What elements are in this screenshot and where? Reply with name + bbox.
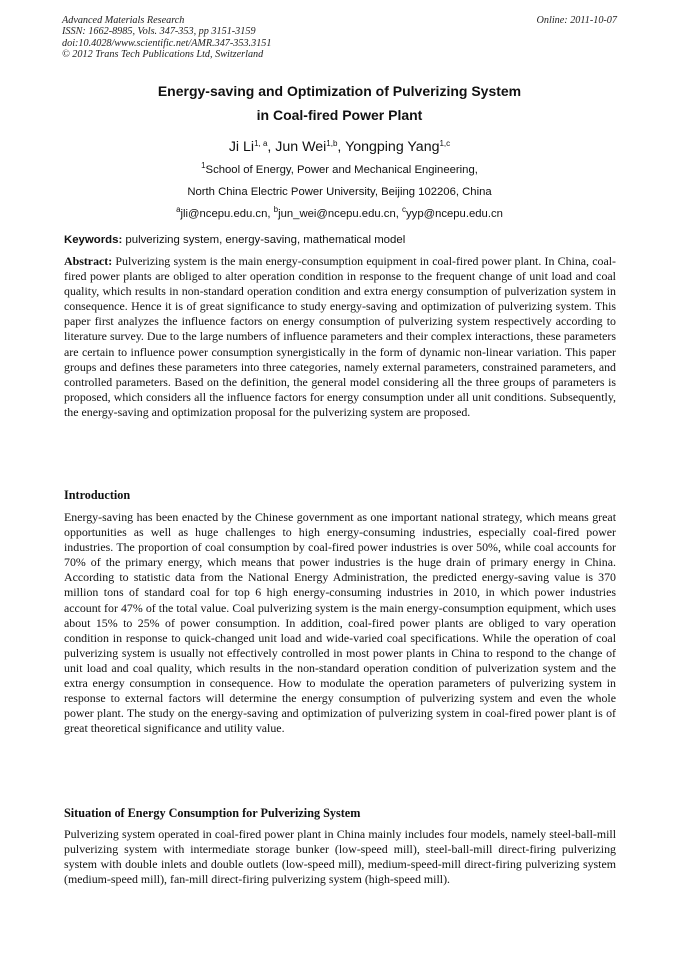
author-sup: 1, a	[254, 139, 268, 148]
abstract-text: Pulverizing system is the main energy-consumption equipment in coal-fired power plant. In China, coal-fired power plants are obliged to alter operation condition in response to the frequent change of unit load and coal quality, which results in non-standard operation condition and extra energy consumption of pulverization system in consequence. Hence it is of great significance to study energy-saving and optimization of pulverizing system. This paper first analyzes the influence factors on energy consumption of pulverizing system respectively according to literature survey. Due to the large numbers of influence parameters and their complex interactions, these parameters are certain to influence power consumption synergistically in the form of dynamic non-linear variation. This paper groups and defines these parameters into three categories, namely external parameters, constrained parameters, and controlled parameters. Based on the definition, the general model considering all the three groups of parameters is proposed, which considers all the influence factors for energy consumption under all unit conditions. Subsequently, the energy-saving and optimization proposal for the pulverizing system are proposed.	[64, 254, 616, 419]
affiliation-line-2: North China Electric Power University, Beijing 102206, China	[187, 186, 492, 198]
author-separator: ,	[267, 139, 276, 155]
paper-title-line-2: in Coal-fired Power Plant	[256, 107, 423, 123]
author-separator: ,	[337, 139, 346, 155]
keywords	[64, 234, 616, 246]
email-sup: a	[176, 205, 181, 214]
author-list	[62, 139, 617, 155]
situation-paragraph: Pulverizing system operated in coal-fired power plant in China mainly includes four models, namely steel-ball-mill pulverizing system with intermediate storage bunker (low-speed mill), steel-ball-mill direct-firing pulverizing system with double inlets and double outlets (low-speed mill), medium-speed-mill direct-firing pulverizing system (medium-speed mill), fan-mill direct-firing pulverizing system (high-speed mill).	[64, 827, 616, 887]
author-emails	[62, 205, 617, 220]
author-name: Yongping Yang	[345, 139, 440, 155]
journal-copyright: © 2012 Trans Tech Publications Ltd, Switzerland	[62, 48, 264, 60]
abstract-label: Abstract:	[64, 254, 113, 268]
affiliation-text: School of Energy, Power and Mechanical Engineering,	[205, 164, 478, 176]
affiliation-line-1	[62, 161, 617, 176]
section-heading-introduction: Introduction	[64, 488, 131, 502]
introduction-body	[64, 510, 616, 736]
introduction-paragraph: Energy-saving has been enacted by the Chinese government as one important national strategy, which means great opportunities as well as huge challenges to high energy-consuming industries, especially coal-fired power industries. The proportion of coal consumption by coal-fired power industries is over 50%, while coal accounts for 70% of the primary energy, which means that power industries is the huge drain of primary energy in China. According to statistic data from the National Energy Administration, the predicted energy-saving value is 370 million tons of standard coal for top 6 high energy-consuming industries in 2010, in which power industries account for 47% of the total value. Coal pulverizing system is the main energy-consumption equipment, which uses about 15% to 25% of power consumption. In addition, coal-fired power plants are obliged to vary operation condition in response to quick-changed unit load and wide-varied coal specifications. While the operation of coal pulverizing system is usually not effectively controlled in most power plants in China to respond to the change of unit load and coal quality, which results in the non-standard operation condition of pulverization system and the extra energy consumption in consequence. How to modulate the operation parameters of pulverizing system in response to external factors will determine the energy consumption of pulverizing system and even the whole power plant. The study on the energy-saving and optimization of pulverizing system in coal-fired power plant is of great theoretical significance and utility value.	[64, 510, 616, 736]
keywords-label: Keywords:	[64, 234, 123, 246]
abstract	[64, 254, 616, 420]
email-link[interactable]: yyp@ncepu.edu.cn	[406, 208, 503, 220]
online-date: Online: 2011-10-07	[536, 15, 617, 26]
paper-title-line-1: Energy-saving and Optimization of Pulverizing System	[157, 83, 522, 99]
author-name: Jun Wei	[275, 139, 327, 155]
keywords-text: pulverizing system, energy-saving, mathematical model	[122, 234, 406, 246]
journal-doi: doi:10.4028/www.scientific.net/AMR.347-353.3151	[62, 37, 272, 49]
journal-name: Advanced Materials Research	[62, 15, 185, 26]
email-link[interactable]: jun_wei@ncepu.edu.cn,	[278, 208, 403, 220]
email-link[interactable]: jli@ncepu.edu.cn,	[180, 208, 274, 220]
journal-header	[62, 15, 617, 60]
journal-issn: ISSN: 1662-8985, Vols. 347-353, pp 3151-3159	[62, 26, 256, 38]
email-sup: b	[273, 205, 279, 214]
affiliation-sup: 1	[201, 161, 206, 170]
section-heading-situation: Situation of Energy Consumption for Pulverizing System	[64, 806, 361, 820]
email-sup: c	[402, 205, 407, 214]
situation-body	[64, 827, 616, 887]
author-sup: 1,b	[326, 139, 338, 148]
author-name: Ji Li	[228, 139, 255, 155]
abstract-paragraph	[64, 254, 616, 420]
author-sup: 1,c	[439, 139, 451, 148]
